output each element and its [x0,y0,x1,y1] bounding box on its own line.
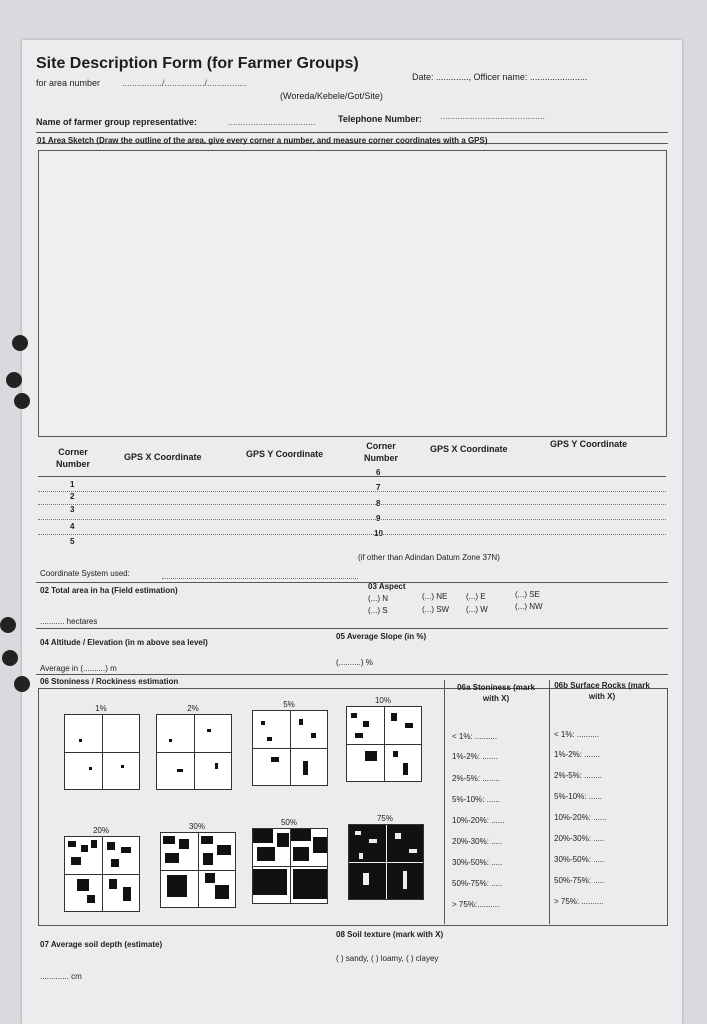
section-rule [36,674,668,675]
aspect-option-ne[interactable]: (...) NE [422,592,448,601]
diagram-label: 50% [280,818,297,827]
stoniness-b-option[interactable]: 10%-20%: ...... [554,813,607,822]
section-rule [36,628,668,629]
stoniness-b-option[interactable]: 5%-10%: ...... [554,792,603,801]
stoniness-a-option[interactable]: 5%-10%: ...... [452,795,501,804]
binder-hole [6,372,22,388]
binder-hole [0,617,16,633]
section-rule [36,582,668,583]
stoniness-diagram-1pct [64,714,140,790]
header-rule [36,132,668,133]
altitude-heading: 04 Altitude / Elevation (in m above sea level) [40,638,208,647]
stoniness-diagram-50pct [252,828,328,904]
gps-y-header-right: GPS Y Coordinate [550,439,628,449]
coordinate-system-field[interactable] [162,578,358,579]
slope-field[interactable]: (..........) % [336,658,373,667]
binder-hole [12,335,28,351]
stoniness-diagram-5pct [252,710,328,786]
representative-field[interactable]: ................................... [228,117,316,127]
stoniness-divider [549,680,550,924]
coords-header-rule [38,476,666,477]
area-sketch-heading: 01 Area Sketch (Draw the outline of the area, give every corner a number, and measure corner coordinates with a GPS) [37,136,488,145]
stoniness-a-option[interactable]: 50%-75%: ..... [452,879,503,888]
corner-number: 7 [376,483,381,492]
soil-texture-heading: 08 Soil texture (mark with X) [336,930,444,939]
row-rule [38,534,666,535]
stoniness-b-option[interactable]: 50%-75%: ..... [554,876,605,885]
form-sheet [22,40,682,1024]
stoniness-a-option[interactable]: > 75%:.......... [452,900,500,909]
stoniness-b-option[interactable]: 30%-50%: ..... [554,855,605,864]
stoniness-diagram-10pct [346,706,422,782]
binder-hole [14,676,30,692]
total-area-heading: 02 Total area in ha (Field estimation) [40,586,178,595]
stoniness-b-option[interactable]: 1%-2%: ....... [554,750,600,759]
diagram-label: 75% [376,814,393,823]
altitude-field[interactable]: Average in (..........) m [40,664,117,673]
diagram-label: 2% [187,704,199,713]
corner-number: 5 [70,537,75,546]
soil-texture-options[interactable]: ( ) sandy, ( ) loamy, ( ) clayey [336,954,439,963]
diagram-label: 5% [283,700,295,709]
area-number-field[interactable]: ................/................/................ [122,78,248,88]
stoniness-a-option[interactable]: 10%-20%: ...... [452,816,505,825]
stoniness-b-option[interactable]: 2%-5%: ........ [554,771,603,780]
stoniness-b-option[interactable]: > 75%: .......... [554,897,604,906]
area-sketch-box[interactable] [38,150,667,437]
gps-x-header-left: GPS X Coordinate [124,452,202,462]
aspect-option-n[interactable]: (...) N [368,594,388,603]
gps-y-header-left: GPS Y Coordinate [246,449,324,459]
corner-number-header-right: Corner Number [363,441,398,463]
aspect-option-se[interactable]: (...) SE [515,590,540,599]
area-number-label: for area number [36,78,101,88]
corner-number: 10 [374,529,383,538]
stoniness-b-option[interactable]: < 1%: .......... [554,730,600,739]
row-rule [38,519,666,520]
total-area-field[interactable]: ........... hectares [40,617,98,626]
row-rule [38,504,666,505]
stoniness-diagram-20pct [64,836,140,912]
corner-number: 6 [376,468,381,477]
aspect-heading: 03 Aspect [368,582,406,591]
form-title: Site Description Form (for Farmer Groups) [36,55,359,72]
binder-hole [14,393,30,409]
diagram-label: 1% [95,704,107,713]
diagram-label: 20% [92,826,109,835]
corner-number: 8 [376,499,381,508]
aspect-option-s[interactable]: (...) S [368,606,388,615]
representative-label: Name of farmer group representative: [36,117,198,127]
corner-number: 4 [70,522,75,531]
stoniness-b-option[interactable]: 20%-30%: ..... [554,834,605,843]
telephone-field[interactable]: .......................................... [440,111,546,121]
stoniness-a-option[interactable]: 1%-2%: ....... [452,752,498,761]
binder-hole [2,650,18,666]
coordinate-system-label: Coordinate System used: [40,569,130,578]
gps-x-header-right: GPS X Coordinate [430,444,508,454]
corner-number: 1 [70,480,75,489]
aspect-option-sw[interactable]: (...) SW [422,605,450,614]
stoniness-diagram-30pct [160,832,236,908]
area-number-hint: (Woreda/Kebele/Got/Site) [280,91,383,101]
stoniness-a-option[interactable]: 30%-50%: ..... [452,858,503,867]
stoniness-a-option[interactable]: 2%-5%: ........ [452,774,501,783]
stoniness-a-option[interactable]: < 1%: .......... [452,732,498,741]
aspect-option-w[interactable]: (...) W [466,605,488,614]
stoniness-b-heading: 06b Surface Rocks (mark with X) [554,681,650,701]
stoniness-diagram-2pct [156,714,232,790]
diagram-label: 10% [374,696,391,705]
row-rule [38,491,666,492]
soil-depth-field[interactable]: ............. cm [40,972,82,981]
corner-number: 2 [70,492,75,501]
soil-depth-heading: 07 Average soil depth (estimate) [40,940,163,949]
telephone-label: Telephone Number: [338,114,422,124]
corner-number: 3 [70,505,75,514]
coordinate-system-note: (if other than Adindan Datum Zone 37N) [358,553,500,562]
aspect-option-e[interactable]: (...) E [466,592,486,601]
stoniness-a-heading: 06a Stoniness (mark with X) [457,683,535,703]
stoniness-a-option[interactable]: 20%-30%: ..... [452,837,503,846]
stoniness-heading: 06 Stoniness / Rockiness estimation [40,677,179,686]
corner-number: 9 [376,514,381,523]
stoniness-divider [444,680,445,924]
stoniness-diagram-75pct [348,824,424,900]
diagram-label: 30% [188,822,205,831]
corner-number-header-left: Corner Number [55,447,90,469]
aspect-option-nw[interactable]: (...) NW [515,602,543,611]
date-officer-label[interactable]: Date: ............., Officer name: ....................... [412,72,588,82]
slope-heading: 05 Average Slope (in %) [336,632,427,641]
